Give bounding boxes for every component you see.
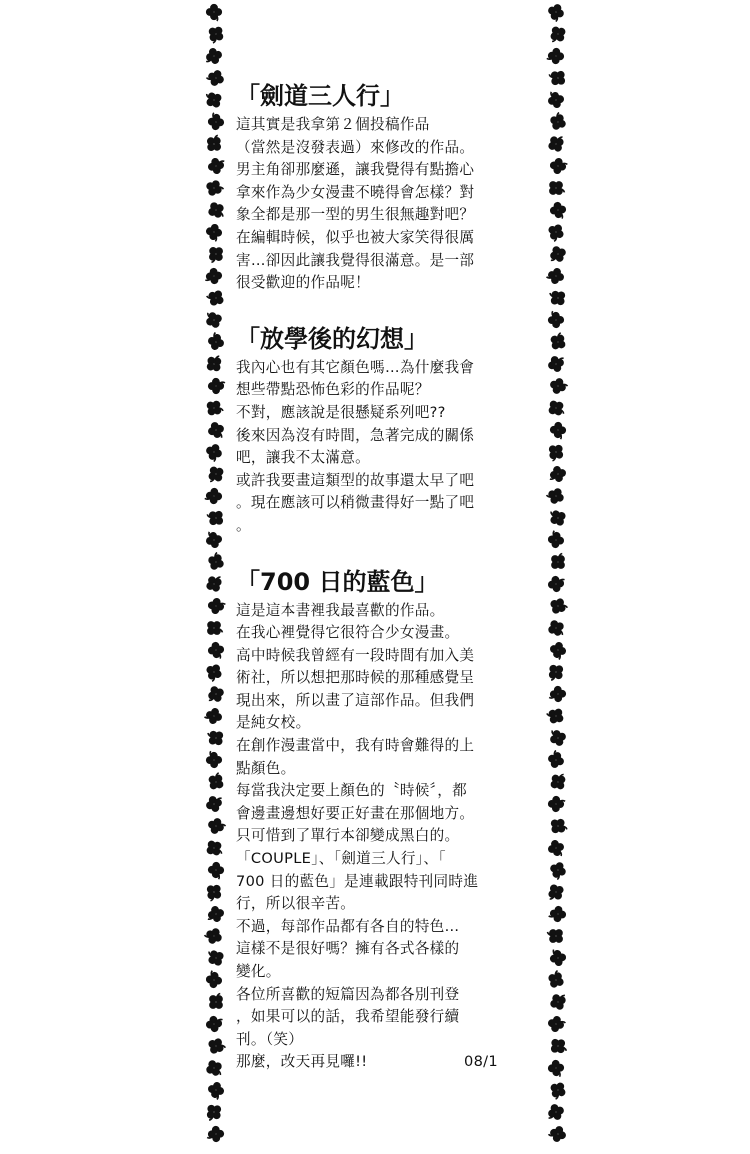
clover-icon: [547, 640, 569, 660]
text-line: 象全都是那一型的男生很無趣對吧？: [236, 206, 475, 224]
clover-icon: [547, 1080, 569, 1100]
clover-icon: [547, 420, 569, 440]
clover-icon: [203, 398, 225, 418]
text-line: 在創作漫畫當中，我有時會難得的上: [236, 737, 475, 755]
clover-icon: [547, 24, 569, 44]
section-title: 「劍道三人行」: [236, 82, 404, 110]
section-700-days: [236, 566, 544, 1074]
closing-date: 08/1: [464, 1053, 498, 1071]
clover-icon: [205, 684, 227, 704]
clover-icon: [545, 310, 567, 330]
clover-icon: [205, 728, 227, 748]
clover-icon: [203, 706, 225, 726]
closing-text: 那麼，改天再見囉!!: [236, 1053, 368, 1071]
clover-icon: [203, 882, 225, 902]
clover-icon: [203, 618, 225, 638]
clover-icon: [545, 838, 567, 858]
closing-line: [236, 1051, 498, 1074]
clover-icon: [205, 24, 227, 44]
text-line: 在編輯時候，似乎也被大家笑得很厲: [236, 228, 475, 246]
text-line: 術社，所以想把那時候的那種感覺呈: [236, 669, 475, 687]
clover-icon: [203, 750, 225, 770]
clover-icon: [203, 222, 225, 242]
clover-icon: [547, 200, 569, 220]
afterword-text: [236, 80, 544, 1102]
clover-icon: [203, 970, 225, 990]
clover-icon: [205, 552, 227, 572]
clover-icon: [547, 508, 569, 528]
clover-icon: [545, 90, 567, 110]
clover-icon: [205, 200, 227, 220]
clover-icon: [205, 156, 227, 176]
clover-icon: [205, 860, 227, 880]
clover-icon: [545, 1102, 567, 1122]
text-line: 高中時候我曾經有一段時間有加入美: [236, 646, 475, 664]
text-line: 害…卻因此讓我覺得很滿意。是一部: [236, 251, 475, 269]
text-line: （當然是沒發表過）來修改的作品。: [236, 138, 475, 156]
text-line: 不過，每部作品都有各自的特色…: [236, 917, 460, 935]
clover-icon: [545, 882, 567, 902]
text-line: 每當我決定要上顏色的〝時候〞，都: [236, 782, 468, 800]
clover-icon: [545, 662, 567, 682]
clover-icon: [205, 904, 227, 924]
clover-icon: [203, 2, 225, 22]
clover-icon: [547, 596, 569, 616]
clover-icon: [547, 728, 569, 748]
text-line: 700 日的藍色」是連載跟特刊同時進: [236, 872, 479, 890]
clover-icon: [545, 2, 567, 22]
clover-icon: [203, 442, 225, 462]
clover-icon: [203, 354, 225, 374]
clover-icon: [203, 1014, 225, 1034]
clover-icon: [205, 992, 227, 1012]
clover-icon: [203, 486, 225, 506]
text-line: 後來因為沒有時間，急著完成的關係: [236, 426, 475, 444]
clover-icon: [203, 838, 225, 858]
clover-icon: [547, 1036, 569, 1056]
text-line: 不對，應該說是很懸疑系列吧??: [236, 403, 446, 421]
text-line: 會邊畫邊想好要正好畫在那個地方。: [236, 804, 475, 822]
clover-icon: [547, 772, 569, 792]
clover-icon: [205, 244, 227, 264]
clover-icon: [203, 530, 225, 550]
clover-icon: [205, 596, 227, 616]
clover-icon: [205, 772, 227, 792]
text-line: 很受歡迎的作品呢！: [236, 274, 371, 292]
clover-icon: [547, 904, 569, 924]
clover-icon: [545, 442, 567, 462]
clover-icon: [545, 46, 567, 66]
clover-icon: [547, 376, 569, 396]
clover-icon: [547, 948, 569, 968]
text-line: 行，所以很辛苦。: [236, 895, 356, 913]
clover-icon: [203, 1102, 225, 1122]
clover-icon: [547, 288, 569, 308]
clover-icon: [205, 1124, 227, 1144]
clover-icon: [547, 464, 569, 484]
clover-icon: [545, 134, 567, 154]
clover-icon: [547, 860, 569, 880]
clover-icon: [547, 112, 569, 132]
clover-icon: [547, 332, 569, 352]
clover-icon: [203, 926, 225, 946]
section-kendo: [236, 80, 544, 295]
clover-icon: [203, 46, 225, 66]
clover-icon: [545, 926, 567, 946]
text-line: 。現在應該可以稍微畫得好一點了吧: [236, 494, 475, 512]
clover-icon: [547, 156, 569, 176]
clover-icon: [545, 970, 567, 990]
clover-icon: [203, 1058, 225, 1078]
text-line: 這樣不是很好嗎？擁有各式各樣的: [236, 940, 460, 958]
clover-icon: [203, 266, 225, 286]
text-line: 這是這本書裡我最喜歡的作品。: [236, 601, 445, 619]
clover-icon: [205, 508, 227, 528]
clover-icon: [545, 574, 567, 594]
clover-icon: [205, 464, 227, 484]
clover-icon: [203, 662, 225, 682]
clover-icon: [205, 376, 227, 396]
text-line: 「COUPLE」、「劍道三人行」、「: [236, 850, 446, 868]
clover-icon: [205, 112, 227, 132]
section-title: 「放學後的幻想」: [236, 324, 428, 353]
clover-icon: [545, 530, 567, 550]
clover-icon: [545, 178, 567, 198]
text-line: 變化。: [236, 963, 281, 980]
clover-icon: [545, 618, 567, 638]
clover-icon: [545, 794, 567, 814]
clover-icon: [205, 332, 227, 352]
clover-icon: [545, 750, 567, 770]
clover-icon: [203, 310, 225, 330]
text-line: 。: [236, 516, 251, 534]
clover-icon: [547, 1124, 569, 1144]
clover-icon: [545, 266, 567, 286]
text-line: 男主角卻那麼遜，讓我覺得有點擔心: [236, 161, 475, 179]
clover-icon: [205, 816, 227, 836]
clover-icon: [547, 816, 569, 836]
clover-icon: [205, 1036, 227, 1056]
text-line: 現出來，所以畫了這部作品。但我們: [236, 691, 475, 709]
clover-icon: [203, 90, 225, 110]
text-line: 各位所喜歡的短篇因為都各別刊登: [236, 985, 460, 1003]
clover-icon: [203, 134, 225, 154]
text-line: 我內心也有其它顏色嗎…為什麼我會: [236, 358, 475, 376]
text-line: 或許我要畫這類型的故事還太早了吧: [236, 471, 475, 489]
text-line: 想些帶點恐怖色彩的作品呢？: [236, 381, 430, 399]
text-line: 這其實是我拿第２個投稿作品: [236, 116, 430, 133]
text-line: 刊。（笑）: [236, 1030, 304, 1048]
clover-icon: [547, 684, 569, 704]
text-line: ，如果可以的話，我希望能發行續: [236, 1008, 460, 1026]
clover-icon: [547, 552, 569, 572]
clover-icon: [547, 68, 569, 88]
clover-icon: [547, 244, 569, 264]
clover-icon: [545, 1014, 567, 1034]
clover-icon: [545, 1058, 567, 1078]
clover-border-left: [203, 0, 225, 1154]
clover-icon: [205, 640, 227, 660]
clover-icon: [545, 222, 567, 242]
clover-icon: [203, 178, 225, 198]
clover-border-right: [545, 0, 567, 1154]
text-line: 拿來作為少女漫畫不曉得會怎樣？對: [236, 183, 475, 201]
clover-icon: [547, 992, 569, 1012]
clover-icon: [203, 574, 225, 594]
clover-icon: [545, 398, 567, 418]
clover-icon: [205, 68, 227, 88]
text-line: 吧，讓我不太滿意。: [236, 449, 371, 467]
clover-icon: [205, 1080, 227, 1100]
text-line: 只可惜到了單行本卻變成黑白的。: [236, 827, 460, 845]
section-after-school: [236, 323, 544, 538]
text-line: 點顏色。: [236, 759, 296, 777]
clover-icon: [205, 948, 227, 968]
clover-icon: [205, 420, 227, 440]
section-title: 「700 日的藍色」: [236, 567, 439, 596]
clover-icon: [545, 486, 567, 506]
clover-icon: [545, 706, 567, 726]
text-line: 是純女校。: [236, 714, 311, 732]
clover-icon: [203, 794, 225, 814]
clover-icon: [545, 354, 567, 374]
clover-icon: [205, 288, 227, 308]
text-line: 在我心裡覺得它很符合少女漫畫。: [236, 624, 460, 642]
